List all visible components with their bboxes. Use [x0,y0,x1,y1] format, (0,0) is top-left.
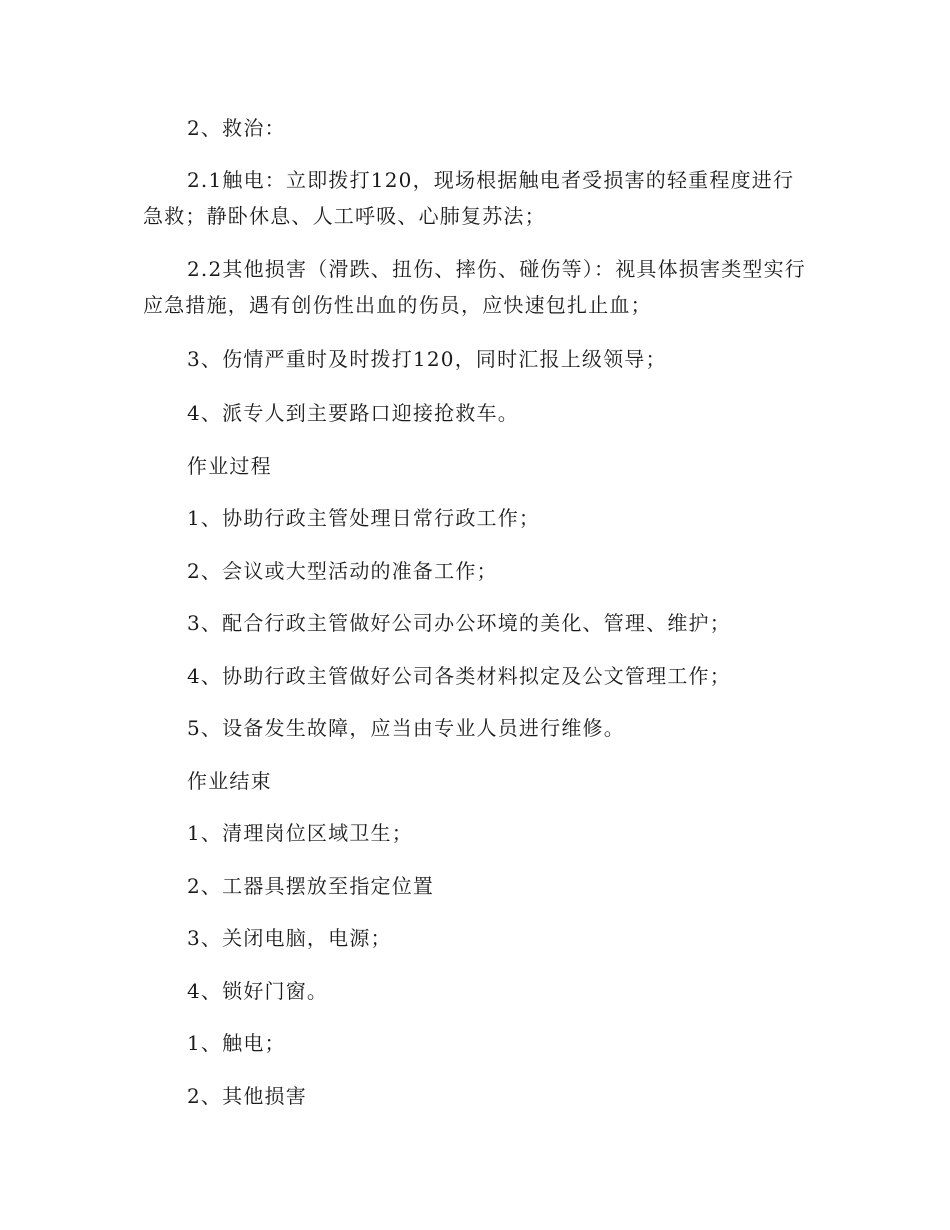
list-item: 2、会议或大型活动的准备工作； [187,559,498,583]
list-item: 5、设备发生故障，应当由专业人员进行维修。 [187,716,625,740]
paragraph-text: 2.1触电：立即拨打120，现场根据触电者受损害的轻重程度进行急救；静卧休息、人工呼吸、心肺复苏法； [143,168,795,228]
list-item: 4、锁好门窗。 [187,979,329,1003]
paragraph-other-injury-treatment [143,251,813,323]
paragraph-electric-shock-treatment [143,162,813,234]
list-item: 1、触电； [187,1031,286,1055]
list-item: 1、协助行政主管处理日常行政工作； [187,506,541,530]
paragraph-meet-ambulance: 4、派专人到主要路口迎接抢救车。 [187,401,519,425]
paragraph-rescue-heading: 2、救治： [187,116,286,140]
section-heading-work-process: 作业过程 [187,454,272,478]
list-item: 2、其他损害 [187,1084,307,1108]
list-item: 3、关闭电脑，电源； [187,926,392,950]
paragraph-call-120: 3、伤情严重时及时拨打120，同时汇报上级领导； [187,347,667,371]
list-item: 1、清理岗位区域卫生； [187,821,413,845]
list-item: 3、配合行政主管做好公司办公环境的美化、管理、维护； [187,611,731,635]
paragraph-text: 2.2其他损害（滑跌、扭伤、摔伤、碰伤等）：视具体损害类型实行应急措施，遇有创伤性出血的伤员，应快速包扎止血； [143,257,807,317]
list-item: 2、工器具摆放至指定位置 [187,874,435,898]
list-item: 4、协助行政主管做好公司各类材料拟定及公文管理工作； [187,664,731,688]
section-heading-work-end: 作业结束 [187,769,272,793]
